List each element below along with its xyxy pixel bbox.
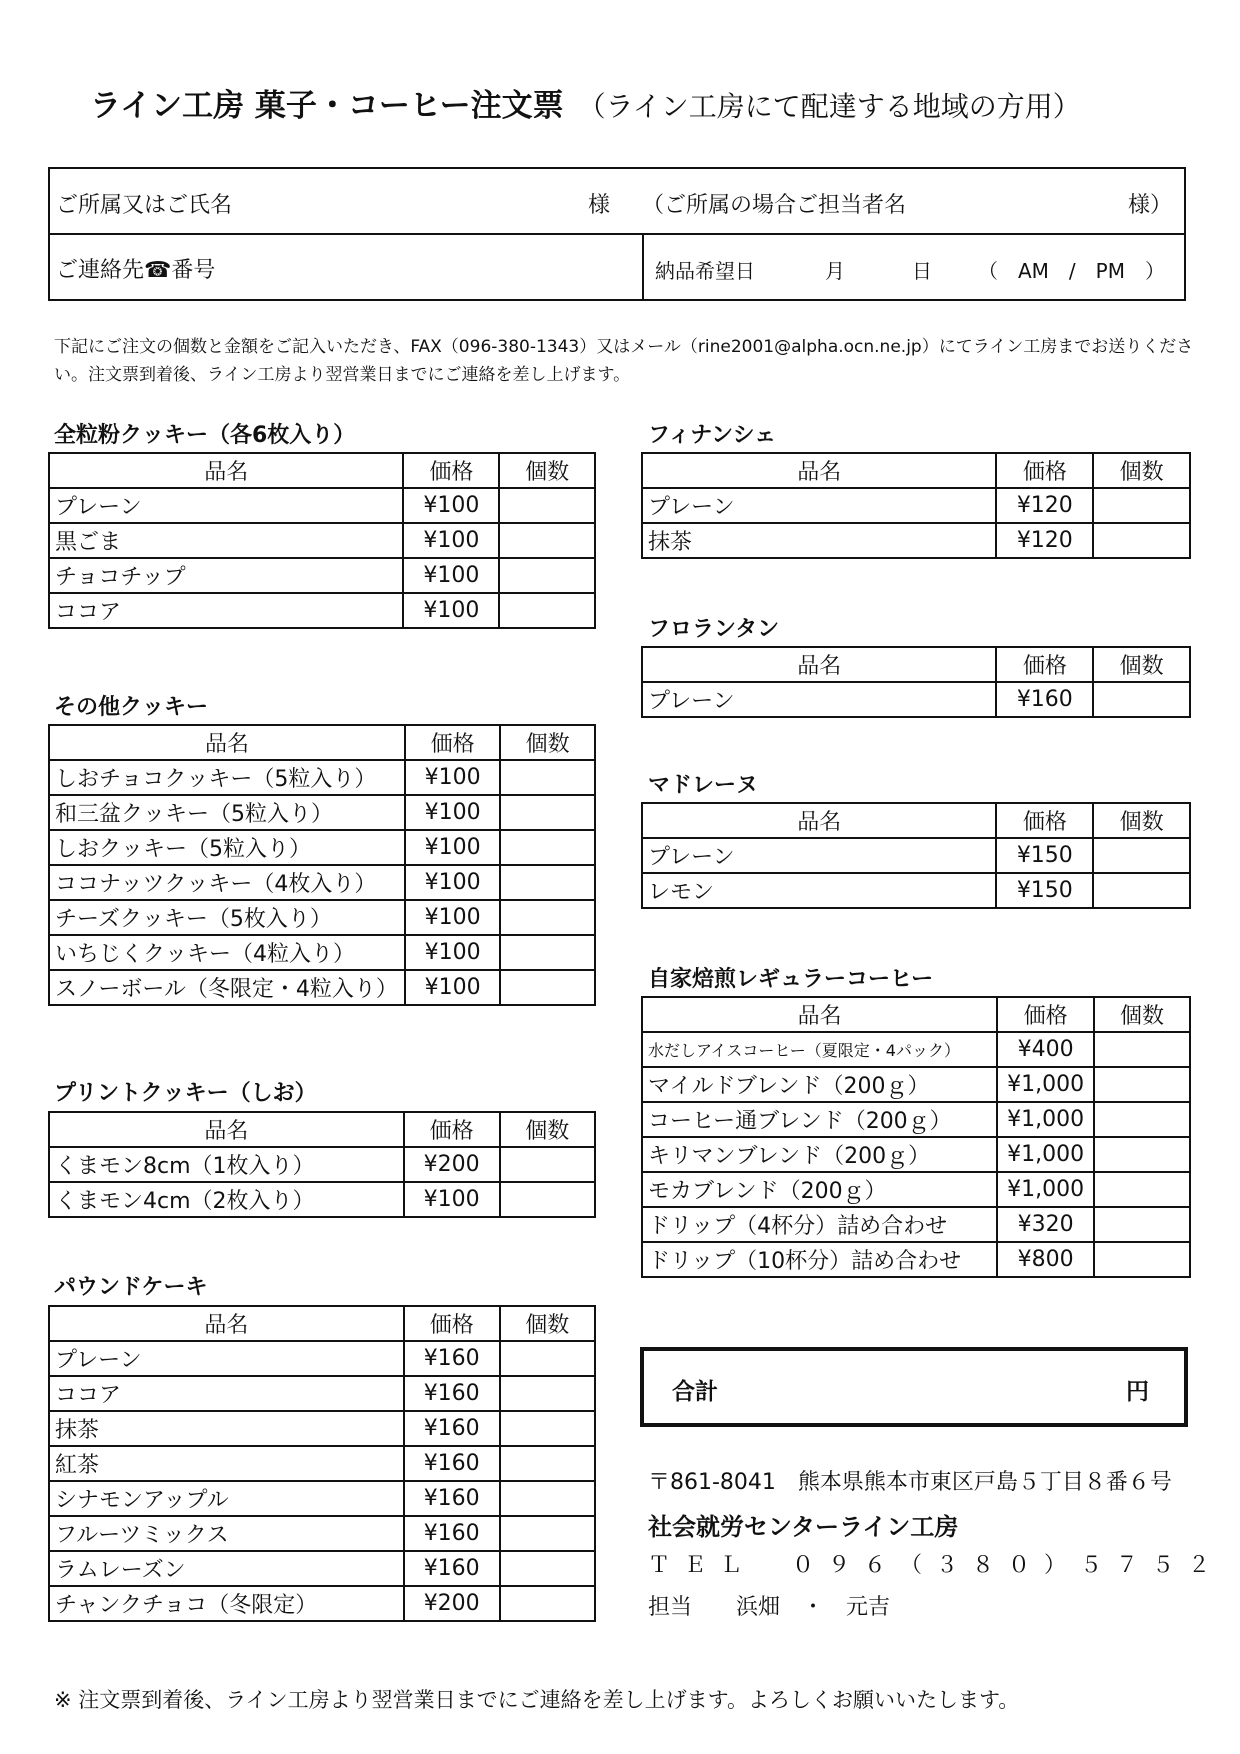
quantity-field[interactable] <box>500 1147 596 1182</box>
table-row <box>642 682 1190 717</box>
item-price: ¥150 <box>996 838 1093 873</box>
column-header-qty: 個数 <box>1093 803 1190 838</box>
organization-name: 社会就労センターライン工房 <box>648 1513 959 1541</box>
section-title-other-cookies: その他クッキー <box>54 695 209 720</box>
item-price: ¥100 <box>403 488 499 523</box>
table-row <box>642 1102 1190 1137</box>
item-price: ¥100 <box>405 900 500 935</box>
table-row <box>49 1376 595 1411</box>
quantity-field[interactable] <box>500 935 595 970</box>
item-name: ドリップ（4杯分）詰め合わせ <box>642 1207 997 1242</box>
quantity-field[interactable] <box>500 1516 595 1551</box>
column-header-qty: 個数 <box>500 725 595 760</box>
staff-names: 担当 浜畑 ・ 元吉 <box>648 1595 891 1620</box>
quantity-field[interactable] <box>1094 1137 1190 1172</box>
item-price: ¥100 <box>405 865 500 900</box>
item-price: ¥120 <box>996 523 1093 558</box>
table-row <box>49 488 595 523</box>
item-name: 水だしアイスコーヒー（夏限定・4パック） <box>642 1032 997 1067</box>
quantity-field[interactable] <box>500 1551 595 1586</box>
table-row <box>49 1341 595 1376</box>
ampm-choice[interactable]: （ AM / PM ） <box>978 259 1165 283</box>
item-name: プレーン <box>642 838 996 873</box>
footnote: ※ 注文票到着後、ライン工房より翌営業日までにご連絡を差し上げます。よろしくお願いいたします。 <box>54 1688 1020 1712</box>
item-price: ¥120 <box>996 488 1093 523</box>
table-row <box>49 523 595 558</box>
quantity-field[interactable] <box>499 593 595 628</box>
item-price: ¥100 <box>405 795 500 830</box>
table-row <box>49 1481 595 1516</box>
table-row <box>49 1586 595 1621</box>
column-header-price: 価格 <box>403 453 499 488</box>
item-name: しおクッキー（5粒入り） <box>49 830 405 865</box>
item-name: シナモンアップル <box>49 1481 404 1516</box>
column-header-price: 価格 <box>996 647 1093 682</box>
column-header-name: 品名 <box>642 803 996 838</box>
item-name: 紅茶 <box>49 1446 404 1481</box>
delivery-date-label: 納品希望日 <box>655 259 755 283</box>
section-title-madeleine: マドレーヌ <box>648 773 759 798</box>
item-name: モカブレンド（200ｇ） <box>642 1172 997 1207</box>
contact-row-phone <box>50 235 1184 299</box>
quantity-field[interactable] <box>500 760 595 795</box>
item-price: ¥320 <box>997 1207 1094 1242</box>
table-coffee <box>641 996 1191 1278</box>
item-price: ¥400 <box>997 1032 1094 1067</box>
section-title-coffee: 自家焙煎レギュラーコーヒー <box>648 967 934 992</box>
item-price: ¥100 <box>404 1182 500 1217</box>
column-header-name: 品名 <box>49 453 403 488</box>
table-florentine <box>641 646 1191 718</box>
column-header-price: 価格 <box>997 997 1094 1032</box>
item-price: ¥160 <box>404 1551 500 1586</box>
item-price: ¥160 <box>404 1411 500 1446</box>
table-row <box>49 558 595 593</box>
item-price: ¥800 <box>997 1242 1094 1277</box>
item-name: いちじくクッキー（4粒入り） <box>49 935 405 970</box>
item-price: ¥1,000 <box>997 1137 1094 1172</box>
table-row <box>642 523 1190 558</box>
column-header-name: 品名 <box>49 1112 404 1147</box>
quantity-field[interactable] <box>1094 1242 1190 1277</box>
quantity-field[interactable] <box>499 523 595 558</box>
item-name: コーヒー通ブレンド（200ｇ） <box>642 1102 997 1137</box>
column-header-qty: 個数 <box>500 1112 596 1147</box>
telephone: ＴＥＬ ０９６（３８０）５７５２ <box>648 1553 1225 1578</box>
column-header-qty: 個数 <box>500 1306 595 1341</box>
table-row <box>642 1242 1190 1277</box>
instructions: 下記にご注文の個数と金額をご記入いただき、FAX（096-380-1343）又はメール（rine2001@alpha.ocn.ne.jp）にてライン工房までお送りください。注文票到着後、ライン工房より翌営業日までにご連絡を差し上げます。 <box>54 337 1194 385</box>
column-header-price: 価格 <box>996 803 1093 838</box>
item-price: ¥160 <box>404 1376 500 1411</box>
table-row <box>49 593 595 628</box>
quantity-field[interactable] <box>1093 682 1190 717</box>
table-whole-wheat <box>48 452 596 629</box>
item-price: ¥100 <box>405 970 500 1005</box>
column-header-price: 価格 <box>404 1306 500 1341</box>
quantity-field[interactable] <box>1093 523 1190 558</box>
item-price: ¥160 <box>404 1341 500 1376</box>
table-row <box>49 935 595 970</box>
quantity-field[interactable] <box>500 795 595 830</box>
item-price: ¥100 <box>405 935 500 970</box>
column-header-price: 価格 <box>996 453 1093 488</box>
quantity-field[interactable] <box>1094 1102 1190 1137</box>
total-field[interactable] <box>764 1373 1064 1403</box>
item-name: ココア <box>49 1376 404 1411</box>
contact-divider <box>642 235 644 299</box>
item-price: ¥200 <box>404 1586 500 1621</box>
day-label: 日 <box>912 259 932 283</box>
table-row <box>49 1411 595 1446</box>
quantity-field[interactable] <box>1094 1172 1190 1207</box>
quantity-field[interactable] <box>500 1586 595 1621</box>
item-name: しおチョコクッキー（5粒入り） <box>49 760 405 795</box>
item-name: フルーツミックス <box>49 1516 404 1551</box>
quantity-field[interactable] <box>1094 1207 1190 1242</box>
item-price: ¥100 <box>403 558 499 593</box>
contact-form <box>48 167 1186 301</box>
quantity-field[interactable] <box>499 558 595 593</box>
name-label: ご所属又はご氏名 <box>56 193 233 218</box>
item-name: チャンクチョコ（冬限定） <box>49 1586 404 1621</box>
phone-label: ご連絡先☎番号 <box>56 258 216 283</box>
table-row <box>642 488 1190 523</box>
item-price: ¥160 <box>404 1446 500 1481</box>
quantity-field[interactable] <box>500 970 595 1005</box>
quantity-field[interactable] <box>500 1481 595 1516</box>
table-header-row <box>49 725 595 760</box>
table-row <box>49 1182 595 1217</box>
quantity-field[interactable] <box>1093 873 1190 908</box>
table-row <box>642 1032 1190 1067</box>
table-row <box>49 795 595 830</box>
table-header-row <box>642 647 1190 682</box>
table-row <box>49 1551 595 1586</box>
table-header-row <box>49 1112 595 1147</box>
sama-label-1: 様 <box>588 193 611 218</box>
item-name: くまモン8cm（1枚入り） <box>49 1147 404 1182</box>
section-title-pound-cake: パウンドケーキ <box>54 1275 208 1300</box>
table-row <box>49 865 595 900</box>
table-pound-cake <box>48 1305 596 1622</box>
table-header-row <box>642 997 1190 1032</box>
item-name: マイルドブレンド（200ｇ） <box>642 1067 997 1102</box>
item-name: プレーン <box>642 488 996 523</box>
quantity-field[interactable] <box>499 488 595 523</box>
table-row <box>49 900 595 935</box>
table-row <box>642 1207 1190 1242</box>
table-print-cookies <box>48 1111 596 1218</box>
table-row <box>49 830 595 865</box>
table-row <box>642 1172 1190 1207</box>
item-price: ¥160 <box>404 1516 500 1551</box>
month-label: 月 <box>825 259 845 283</box>
table-header-row <box>49 1306 595 1341</box>
column-header-name: 品名 <box>642 647 996 682</box>
quantity-field[interactable] <box>1093 488 1190 523</box>
quantity-field[interactable] <box>500 1376 595 1411</box>
column-header-price: 価格 <box>405 725 500 760</box>
column-header-price: 価格 <box>404 1112 500 1147</box>
item-name: ココナッツクッキー（4枚入り） <box>49 865 405 900</box>
table-madeleine <box>641 802 1191 909</box>
table-row <box>642 873 1190 908</box>
table-row <box>642 838 1190 873</box>
item-name: 和三盆クッキー（5粒入り） <box>49 795 405 830</box>
item-name: ラムレーズン <box>49 1551 404 1586</box>
quantity-field[interactable] <box>1094 1067 1190 1102</box>
section-title-florentine: フロランタン <box>648 617 780 642</box>
postal-address: 〒861-8041 熊本県熊本市東区戸島５丁目８番６号 <box>648 1470 1172 1495</box>
column-header-qty: 個数 <box>1094 997 1190 1032</box>
column-header-name: 品名 <box>642 997 997 1032</box>
quantity-field[interactable] <box>1094 1032 1190 1067</box>
item-price: ¥150 <box>996 873 1093 908</box>
item-price: ¥200 <box>404 1147 500 1182</box>
section-title-print-cookies: プリントクッキー（しお） <box>54 1081 317 1106</box>
table-header-row <box>642 453 1190 488</box>
table-row <box>642 1137 1190 1172</box>
quantity-field[interactable] <box>500 900 595 935</box>
sama-label-2: 様） <box>1128 193 1173 218</box>
item-name: プレーン <box>49 1341 404 1376</box>
total-unit: 円 <box>1126 1379 1149 1405</box>
item-name: プレーン <box>49 488 403 523</box>
rep-label: （ご所属の場合ご担当者名 <box>642 193 907 218</box>
table-row <box>49 760 595 795</box>
item-name: 抹茶 <box>49 1411 404 1446</box>
column-header-qty: 個数 <box>1093 647 1190 682</box>
item-price: ¥1,000 <box>997 1102 1094 1137</box>
quantity-field[interactable] <box>500 865 595 900</box>
item-price: ¥100 <box>405 830 500 865</box>
item-name: ドリップ（10杯分）詰め合わせ <box>642 1242 997 1277</box>
item-name: くまモン4cm（2枚入り） <box>49 1182 404 1217</box>
table-row <box>49 1147 595 1182</box>
section-title-financier: フィナンシェ <box>648 423 777 448</box>
total-box <box>640 1347 1188 1427</box>
column-header-name: 品名 <box>49 725 405 760</box>
quantity-field[interactable] <box>500 1182 596 1217</box>
table-other-cookies <box>48 724 596 1006</box>
item-name: チョコチップ <box>49 558 403 593</box>
column-header-name: 品名 <box>49 1306 404 1341</box>
table-header-row <box>49 453 595 488</box>
item-name: プレーン <box>642 682 996 717</box>
table-row <box>49 1516 595 1551</box>
item-name: チーズクッキー（5枚入り） <box>49 900 405 935</box>
item-price: ¥160 <box>404 1481 500 1516</box>
item-name: レモン <box>642 873 996 908</box>
item-name: 黒ごま <box>49 523 403 558</box>
table-financier <box>641 452 1191 559</box>
table-row <box>49 970 595 1005</box>
quantity-field[interactable] <box>500 1446 595 1481</box>
page-title <box>90 80 1081 125</box>
quantity-field[interactable] <box>500 1411 595 1446</box>
quantity-field[interactable] <box>500 1341 595 1376</box>
item-name: 抹茶 <box>642 523 996 558</box>
column-header-name: 品名 <box>642 453 996 488</box>
item-price: ¥160 <box>996 682 1093 717</box>
item-price: ¥100 <box>403 523 499 558</box>
quantity-field[interactable] <box>1093 838 1190 873</box>
item-price: ¥1,000 <box>997 1172 1094 1207</box>
item-price: ¥1,000 <box>997 1067 1094 1102</box>
quantity-field[interactable] <box>500 830 595 865</box>
item-price: ¥100 <box>403 593 499 628</box>
title-main: ライン工房 菓子・コーヒー注文票 <box>90 88 564 124</box>
section-title-whole-wheat: 全粒粉クッキー（各6枚入り） <box>54 423 356 448</box>
total-label: 合計 <box>672 1379 718 1405</box>
table-row <box>49 1446 595 1481</box>
item-price: ¥100 <box>405 760 500 795</box>
contact-row-name <box>50 169 1184 235</box>
item-name: キリマンブレンド（200ｇ） <box>642 1137 997 1172</box>
table-header-row <box>642 803 1190 838</box>
title-subtitle: （ライン工房にて配達する地域の方用） <box>577 90 1081 123</box>
column-header-qty: 個数 <box>1093 453 1190 488</box>
column-header-qty: 個数 <box>499 453 595 488</box>
table-row <box>642 1067 1190 1102</box>
item-name: スノーボール（冬限定・4粒入り） <box>49 970 405 1005</box>
item-name: ココア <box>49 593 403 628</box>
